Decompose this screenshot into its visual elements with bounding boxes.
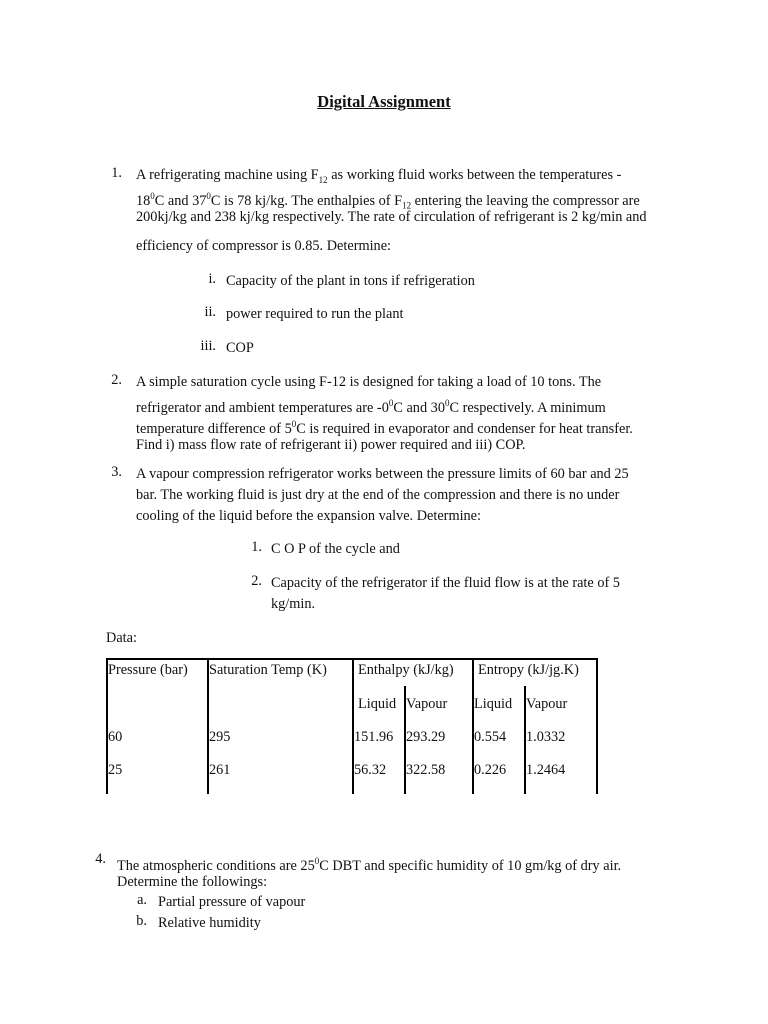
table-cell: 261 bbox=[209, 762, 231, 778]
sub-item-number: ii. bbox=[204, 304, 216, 320]
sub-item-number: iii. bbox=[200, 338, 216, 354]
question-line: efficiency of compressor is 0.85. Determine: bbox=[136, 238, 392, 254]
sub-item-text: Capacity of the plant in tons if refrigeration bbox=[226, 273, 475, 289]
data-label: Data: bbox=[106, 630, 137, 646]
table-cell: 0.554 bbox=[474, 729, 507, 745]
question-line: $18^0C$ and $37^0C$ is 78 kj/kg. The enthalpies of $F_{12}$ entering the leaving the compressor are bbox=[136, 191, 640, 211]
table-cell: 1.2464 bbox=[526, 762, 566, 778]
table-subheader: Vapour bbox=[526, 696, 568, 712]
sub-item-text: power required to run the plant bbox=[226, 306, 404, 322]
table-cell: 60 bbox=[108, 729, 123, 745]
sub-item-text: Relative humidity bbox=[158, 915, 261, 931]
sub-item-text: kg/min. bbox=[271, 596, 316, 612]
table-header-entropy: Entropy (kJ/jg.K) bbox=[478, 662, 579, 678]
question-line: Find i) mass flow rate of refrigerant ii) power required and iii) COP. bbox=[136, 437, 526, 453]
sub-item-number: 2. bbox=[251, 573, 262, 589]
table-cell: 56.32 bbox=[354, 762, 387, 778]
question-line: A simple saturation cycle using F-12 is designed for taking a load of 10 tons. The bbox=[136, 374, 602, 390]
page-title: Digital Assignment bbox=[317, 92, 451, 111]
sub-item-text: Capacity of the refrigerator if the fluid flow is at the rate of 5 bbox=[271, 575, 620, 591]
table-cell: 0.226 bbox=[474, 762, 507, 778]
table-subheader: Vapour bbox=[406, 696, 448, 712]
table-cell: 293.29 bbox=[406, 729, 446, 745]
sub-item-text: Partial pressure of vapour bbox=[158, 894, 306, 910]
question-number: 1. bbox=[111, 165, 122, 181]
table-cell: 295 bbox=[209, 729, 231, 745]
table-header-saturation-temp: Saturation Temp (K) bbox=[209, 662, 327, 678]
table-header-pressure: Pressure (bar) bbox=[108, 662, 188, 678]
sub-item-number: a. bbox=[137, 892, 147, 908]
question-line: A refrigerating machine using $F_{12}$ as working fluid works between the temperatures - bbox=[136, 167, 622, 185]
question-line: bar. The working fluid is just dry at the end of the compression and there is no under bbox=[136, 487, 620, 503]
sub-item-number: i. bbox=[208, 271, 216, 287]
question-line: A vapour compression refrigerator works between the pressure limits of 60 bar and 25 bbox=[136, 466, 629, 482]
table-cell: 25 bbox=[108, 762, 123, 778]
sub-item-number: 1. bbox=[251, 539, 262, 555]
table-cell: 1.0332 bbox=[526, 729, 566, 745]
question-line: Determine the followings: bbox=[117, 874, 268, 890]
question-line: cooling of the liquid before the expansion valve. Determine: bbox=[136, 508, 482, 524]
question-line: The atmospheric conditions are $25^0C$ DBT and specific humidity of 10 gm/kg of dry air. bbox=[117, 856, 622, 874]
sub-item-number: b. bbox=[136, 913, 147, 929]
table-subheader: Liquid bbox=[358, 696, 397, 712]
question-line: temperature difference of $5^0C$ is required in evaporator and condenser for heat transfer. bbox=[136, 419, 633, 437]
sub-item-text: C O P of the cycle and bbox=[271, 541, 400, 557]
table-cell: 322.58 bbox=[406, 762, 446, 778]
table-header-enthalpy: Enthalpy (kJ/kg) bbox=[358, 662, 454, 678]
question-line: refrigerator and ambient temperatures are $-0^0C$ and $30^0C$ respectively. A minimum bbox=[136, 398, 606, 416]
table-subheader: Liquid bbox=[474, 696, 513, 712]
table-vline bbox=[596, 658, 598, 794]
question-number: 4. bbox=[95, 851, 106, 867]
question-line: 200kj/kg and 238 kj/kg respectively. The rate of circulation of refrigerant is 2 kg/min and bbox=[136, 209, 647, 225]
table-cell: 151.96 bbox=[354, 729, 394, 745]
sub-item-text: COP bbox=[226, 340, 254, 356]
question-number: 2. bbox=[111, 372, 122, 388]
question-number: 3. bbox=[111, 464, 122, 480]
